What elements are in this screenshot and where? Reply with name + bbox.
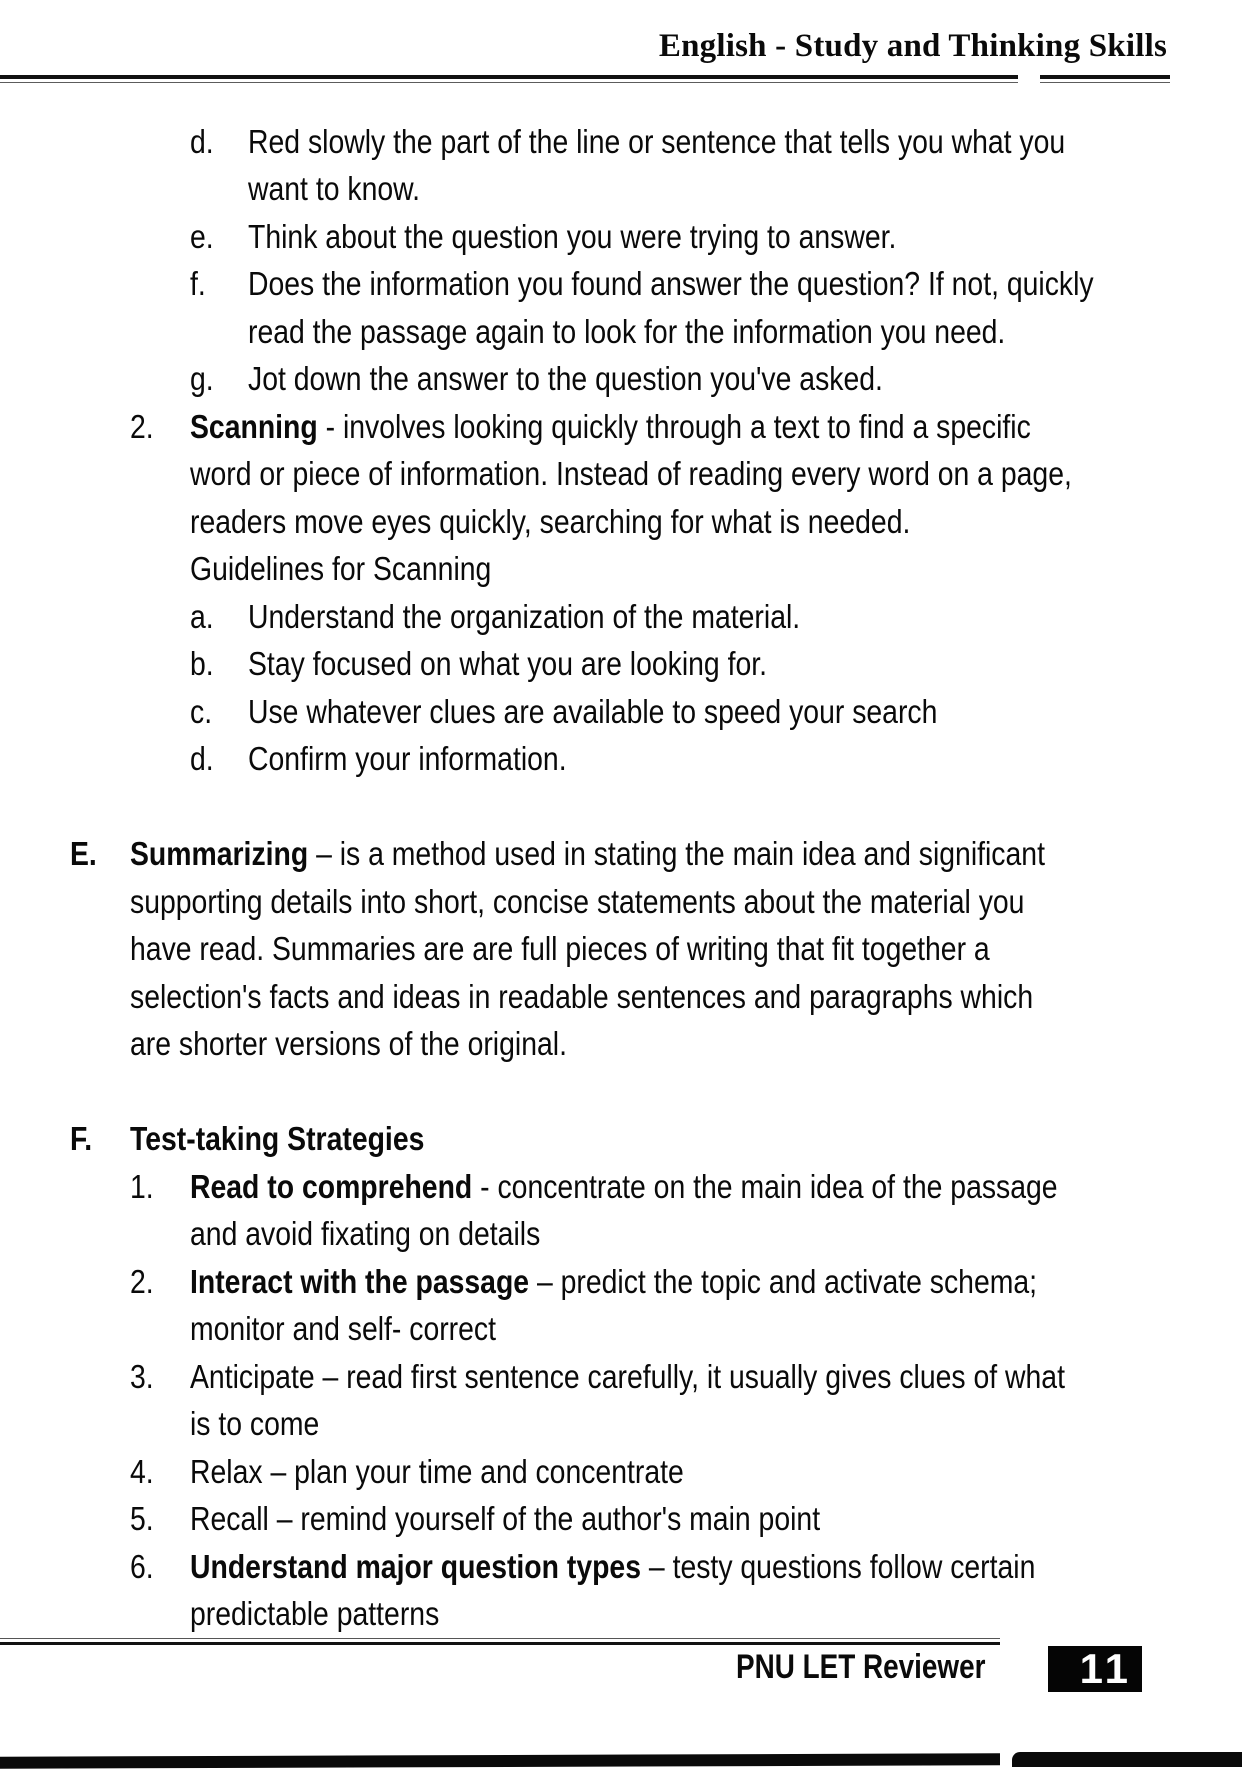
scanning-first-line [190,406,1031,448]
strategy-description: – predict the topic and activate schema; [529,1263,1038,1300]
list-marker: c. [190,693,213,730]
running-header-title: English - Study and Thinking Skills [658,28,1167,64]
list-marker: 3. [130,1358,154,1395]
summarizing-definition: – is a method used in stating the main idea and significant [308,835,1045,872]
scanning-term: Scanning [190,408,318,445]
list-marker: a. [190,598,214,635]
list-marker: 2. [130,408,154,445]
section-heading: Test-taking Strategies [130,1120,425,1157]
summarizing-line: are shorter versions of the original. [130,1025,567,1062]
summarizing-first-line [130,833,1045,875]
strategy-term: Anticipate [190,1358,315,1395]
summarizing-line: supporting details into short, concise statements about the material you [130,883,1025,920]
footer-rule [0,1642,1000,1645]
strategy-term: Interact with the passage [190,1263,530,1300]
scanning-definition: - involves looking quickly through a text to find a specific [317,408,1031,445]
strategy-item [190,1356,1065,1398]
footer-rule-thin [0,1638,1000,1639]
header-rule-gap [1018,70,1040,86]
list-item-text: Red slowly the part of the line or sentence that tells you what you [248,123,1066,160]
scan-edge-band [0,1753,1000,1768]
strategy-description: - concentrate on the main idea of the passage [472,1168,1058,1205]
list-marker: 2. [130,1263,154,1300]
list-marker: f. [190,265,206,302]
strategy-continuation: is to come [190,1405,320,1442]
list-item-text: read the passage again to look for the information you need. [248,313,1006,350]
scan-edge-band [1012,1752,1242,1767]
guideline-text: Confirm your information. [248,740,567,777]
strategy-description: – plan your time and concentrate [262,1453,684,1490]
list-marker: d. [190,740,214,777]
strategy-description: – remind yourself of the author's main point [268,1500,821,1537]
strategy-item [190,1166,1058,1208]
page-number-badge [1048,1646,1142,1692]
strategy-term: Understand major question types [190,1548,642,1585]
strategy-item [190,1451,684,1493]
list-marker: b. [190,645,214,682]
list-marker: 5. [130,1500,154,1537]
list-item-text: Think about the question you were trying to answer. [248,218,897,255]
strategy-term: Recall [190,1500,269,1537]
guideline-text: Use whatever clues are available to speed your search [248,693,938,730]
guideline-text: Stay focused on what you are looking for. [248,645,768,682]
strategy-term: Relax [190,1453,263,1490]
header-rule-thin [0,82,1170,83]
strategy-continuation: and avoid fixating on details [190,1215,541,1252]
page-number: 11 [1079,1645,1132,1692]
list-marker: g. [190,360,214,397]
scanning-definition-line: readers move eyes quickly, searching for what is needed. [190,503,911,540]
strategy-item [190,1261,1037,1303]
summarizing-line: selection's facts and ideas in readable sentences and paragraphs which [130,978,1034,1015]
header-rule [0,75,1170,79]
strategy-item [190,1498,820,1540]
summarizing-term: Summarizing [130,835,309,872]
strategy-term: Read to comprehend [190,1168,473,1205]
guideline-text: Understand the organization of the material. [248,598,801,635]
section-marker: F. [70,1120,93,1157]
list-marker: d. [190,123,214,160]
list-marker: 6. [130,1548,154,1585]
list-marker: 4. [130,1453,154,1490]
strategy-description: – testy questions follow certain [641,1548,1036,1585]
section-marker: E. [70,835,97,872]
summarizing-line: have read. Summaries are are full pieces of writing that fit together a [130,930,990,967]
scanning-definition-line: word or piece of information. Instead of reading every word on a page, [190,455,1072,492]
strategy-description: – read first sentence carefully, it usually gives clues of what [314,1358,1065,1395]
footer-title: PNU LET Reviewer [736,1648,986,1686]
list-marker: e. [190,218,214,255]
strategy-continuation: monitor and self- correct [190,1310,496,1347]
list-item-text: Jot down the answer to the question you've asked. [248,360,883,397]
list-item-text: want to know. [248,170,420,207]
list-marker: 1. [130,1168,154,1205]
scanning-guidelines-heading: Guidelines for Scanning [190,550,492,587]
strategy-item [190,1546,1035,1588]
strategy-continuation: predictable patterns [190,1595,440,1632]
list-item-text: Does the information you found answer the question? If not, quickly [248,265,1094,302]
